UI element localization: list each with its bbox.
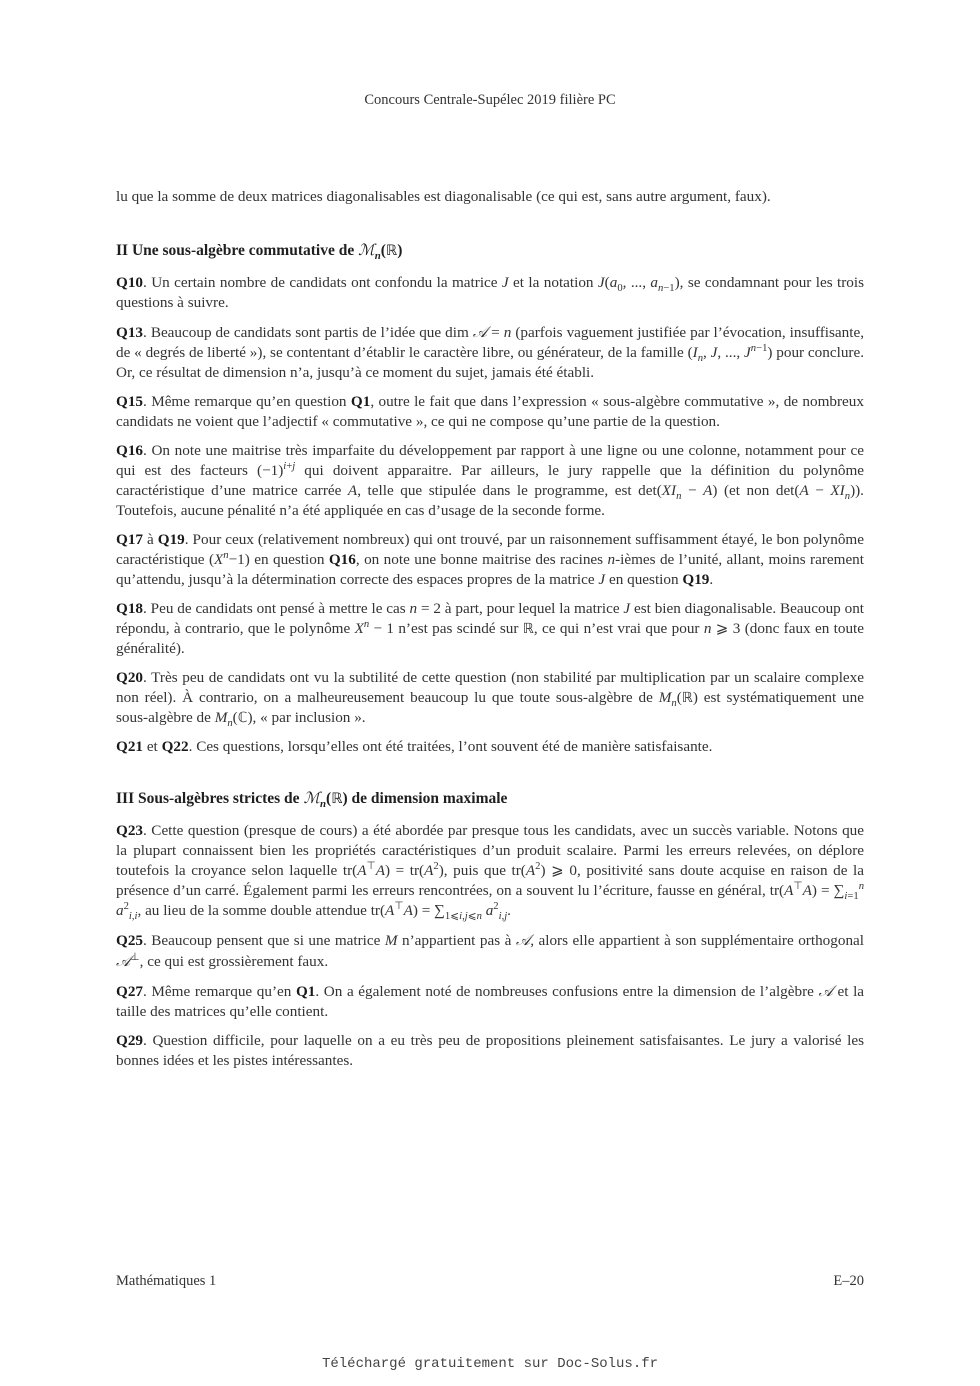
paragraph-q10: Q10. Un certain nombre de candidats ont confondu la matrice J et la notation $J(a_0$, ..., $a_{n-1}$), se condamnant pour les trois questions à suivre. [116,274,865,311]
page-header: Concours Centrale-Supélec 2019 filière PC [364,92,616,108]
section-title-ii: II Une sous-algèbre commutative de ℳ$_n$(ℝ) [116,241,403,263]
document-body [116,187,864,1080]
footer-subject: Mathématiques 1 [116,1273,217,1289]
paragraph-q27: Q27. Même remarque qu’en Q1. On a également noté de nombreuses confusions entre la dimension de l’algèbre 𝒜 et la taille des matrices qu’elle contient. [116,982,865,1020]
paragraph-q13: Q13. Beaucoup de candidats sont partis de l’idée que dim 𝒜 = n (parfois vaguement justifiée par l’évocation, insuffisante, de « degrés de liberté »), se contentant d’établir le caractère libre, ou générateur, de la famille ($I_n$, J, ..., $J^{n-1}$) pour conclure. Or, ce résultat de dimension n’a, jusqu’à ce moment du sujet, jamais été établi. [116,323,865,381]
paragraph-q21-q22: Q21 et Q22. Ces questions, lorsqu’elles ont été traitées, l’ont souvent été de manière satisfaisante. [116,738,713,755]
section-title-iii: III Sous-algèbres strictes de ℳ$_n$(ℝ) de dimension maximale [116,789,508,811]
paragraph-q15: Q15. Même remarque qu’en question Q1, outre le fait que dans l’expression « sous-algèbre commutative », de nombreux candidats ne voient que l’adjectif « commutative », ce qui ne compose qu’une partie de la question. [116,393,864,430]
paragraph-q16: Q16. On note une maitrise très imparfaite du développement par rapport à une ligne ou une colonne, notamment pour ce qui est des facteurs $(-1)^{i+j}$ qui doivent apparaitre. Par ailleurs, le jury rappelle que la définition du polynôme caractéristique d’une matrice carrée A, telle que stipulée dans le programme, est $\det(XI_n - A)$ (et non $\det(A - XI_n)$). Toutefois, aucune pénalité n’a été appliquée en cas d’usage de la seconde forme. [116,442,865,519]
page-number: E–20 [833,1273,864,1289]
paragraph-q20: Q20. Très peu de candidats ont vu la subtilité de cette question (non stabilité par multiplication par un scalaire complexe non réel). À contrario, on a malheureusement beaucoup lu que toute sous-algèbre de $M_n(ℝ)$ est systématiquement une sous-algèbre de $M_n(ℂ)$, « par inclusion ». [116,669,864,730]
paragraph-q17-q19: Q17 à Q19. Pour ceux (relativement nombreux) qui ont trouvé, par un raisonnement suffisamment étayé, le bon polynôme caractéristique $(X^n-1)$ en question Q16, on note une bonne maitrise des racines n-ièmes de l’unité, allant, moins rarement qu’attendu, jusqu’à la détermination correcte des espaces propres de la matrice J en question Q19. [116,531,864,588]
paragraph-q29: Q29. Question difficile, pour laquelle on a eu très peu de propositions pleinement satisfaisantes. Le jury a valorisé les bonnes idées et les pistes intéressantes. [116,1032,864,1069]
page-footer [116,1273,864,1290]
intro-paragraph: lu que la somme de deux matrices diagonalisables est diagonalisable (ce qui est, sans autre argument, faux). [116,188,771,205]
download-watermark: Téléchargé gratuitement sur Doc-Solus.fr [321,1356,659,1372]
paragraph-q18: Q18. Peu de candidats ont pensé à mettre le cas n = 2 à part, pour lequel la matrice J est bien diagonalisable. Beaucoup ont répondu, à contrario, que le polynôme $X^n - 1$ n’est pas scindé sur ℝ, ce qui n’est vrai que pour n ⩾ 3 (donc faux en toute généralité). [116,600,865,657]
paragraph-q23: Q23. Cette question (presque de cours) a été abordée par presque tous les candidats, avec un succès variable. Notons que la plupart connaissent bien les propriétés caractéristiques d’un produit scalaire. Parmi les erreurs relevées, on déplore toutefois la croyance selon laquelle $tr(A^⊤A) = tr(A^2)$, puis que $tr(A^2)$ ⩾ 0, positivité sans doute acquise en raison de la présence d’un carré. Également parmi les erreurs rencontrées, on a souvent lu l’écriture, fausse en général, $tr(A^⊤A) = \sum_{i=1}^n$ $a^2_{i,i}$, au lieu de la somme double attendue $tr(A^⊤A) = \sum_{1⩽i,j⩽n}$ $a^2_{i,j}$. [116,822,864,923]
paragraph-q25: Q25. Beaucoup pensent que si une matrice M n’appartient pas à 𝒜, alors elle appartient à son supplémentaire orthogonal 𝒜⊥, ce qui est grossièrement faux. [116,931,865,970]
